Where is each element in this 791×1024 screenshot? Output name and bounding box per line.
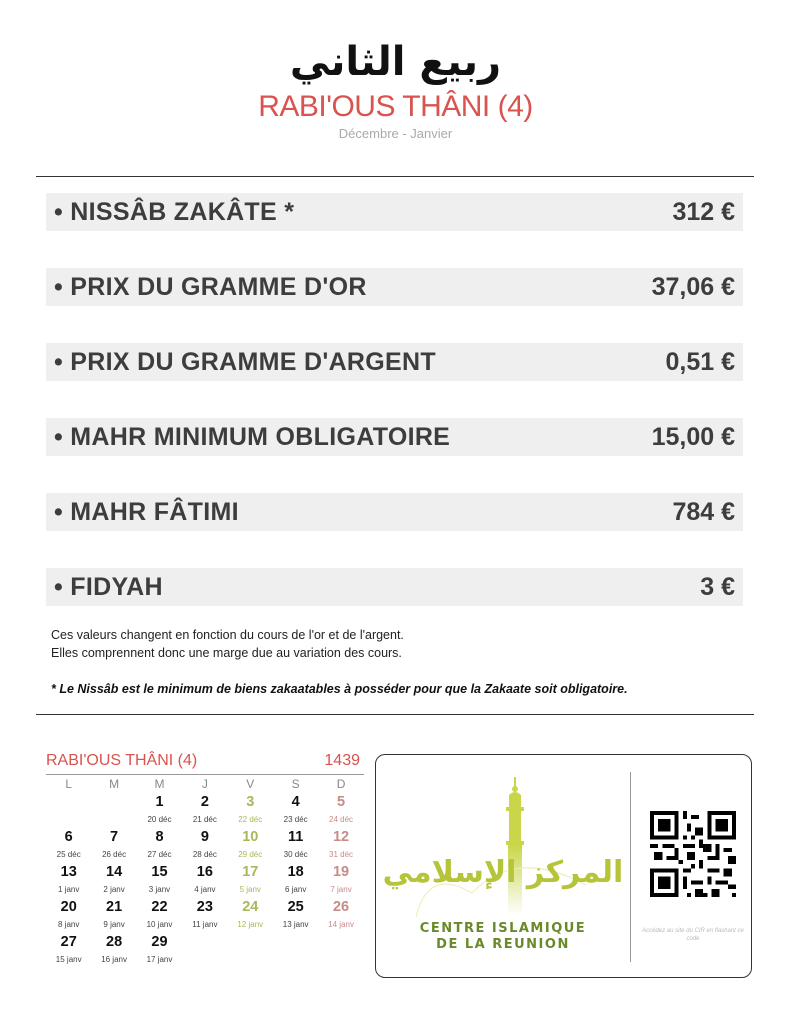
calendar-day — [318, 898, 363, 933]
value-row — [46, 568, 743, 606]
calendar-day — [137, 863, 182, 898]
weekday-header: M — [154, 777, 165, 791]
value-row — [46, 493, 743, 531]
hijri-day-number: 11 — [287, 829, 304, 845]
gregorian-date: 17 janv — [146, 955, 173, 964]
gregorian-date: 1 janv — [58, 885, 80, 894]
calendar-empty-cell — [273, 933, 318, 968]
value-row-amount: 784 € — [672, 497, 735, 526]
calendar-day — [182, 863, 227, 898]
page-header — [0, 38, 791, 141]
logo-line-2: DE LA REUNION — [436, 937, 570, 952]
calendar-day — [228, 863, 273, 898]
gregorian-date: 16 janv — [101, 955, 127, 964]
value-row-label: • FIDYAH — [54, 572, 163, 601]
calendar-empty-cell — [318, 933, 363, 968]
nissab-footnote: * Le Nissâb est le minimum de biens zakaatables à posséder pour que la Zakaate soit obligatoire. — [51, 682, 628, 696]
calendar-day — [318, 828, 363, 863]
hijri-day-number: 6 — [64, 829, 73, 845]
value-row-label: • MAHR FÂTIMI — [54, 497, 239, 526]
calendar-day — [228, 898, 273, 933]
gregorian-date: 8 janv — [58, 920, 80, 929]
values-list — [46, 193, 743, 643]
centre-card — [375, 754, 752, 978]
calendar-month: RABI'OUS THÂNI (4) — [46, 752, 198, 769]
calendar-empty-cell — [46, 793, 91, 828]
weekday-header: J — [201, 777, 208, 791]
gregorian-date: 13 janv — [282, 920, 309, 929]
calendar-day — [46, 898, 91, 933]
hijri-day-number: 9 — [200, 829, 209, 845]
hijri-day-number: 3 — [246, 794, 255, 810]
value-row-label: • PRIX DU GRAMME D'ARGENT — [54, 347, 436, 376]
calendar-day — [318, 793, 363, 828]
calendar-day — [318, 863, 363, 898]
gregorian-date: 20 déc — [147, 815, 172, 824]
hijri-day-number: 2 — [200, 794, 209, 810]
gregorian-date: 15 janv — [55, 955, 82, 964]
calendar-day — [46, 933, 91, 968]
arabic-month-title: ربيع الثاني — [289, 39, 502, 85]
value-row-amount: 312 € — [672, 197, 735, 226]
qr-caption: Accédez au site du CIR en flashant ce code — [642, 928, 744, 942]
logo-line-1: CENTRE ISLAMIQUE — [419, 921, 587, 936]
gregorian-date: 24 déc — [329, 815, 354, 824]
qr-code-icon[interactable] — [650, 811, 736, 897]
weekday-header: V — [246, 777, 255, 791]
hijri-day-number: 22 — [151, 899, 168, 915]
calendar-day — [137, 828, 182, 863]
calendar-day — [182, 828, 227, 863]
hijri-day-number: 19 — [332, 864, 350, 880]
value-row — [46, 343, 743, 381]
calendar-day — [137, 793, 182, 828]
gregorian-date: 29 déc — [238, 850, 263, 859]
gregorian-date: 5 janv — [239, 885, 261, 894]
gregorian-date: 3 janv — [148, 885, 171, 894]
gregorian-date: 12 janv — [237, 920, 264, 929]
hijri-day-number: 17 — [242, 864, 259, 880]
card-divider — [630, 772, 631, 962]
gregorian-date: 28 déc — [192, 850, 217, 859]
weekday-header: L — [65, 777, 73, 791]
calendar-day — [46, 863, 91, 898]
hijri-day-number: 10 — [242, 829, 259, 845]
hijri-day-number: 14 — [106, 864, 123, 880]
gregorian-date: 21 déc — [192, 815, 217, 824]
value-row-amount: 3 € — [700, 572, 735, 601]
gregorian-date: 14 janv — [328, 920, 354, 929]
value-row — [46, 418, 743, 456]
value-row-amount: 0,51 € — [665, 347, 735, 376]
calendar-day — [91, 933, 136, 968]
top-divider — [36, 176, 754, 177]
value-row-amount: 37,06 € — [651, 272, 735, 301]
calendar-day — [46, 828, 91, 863]
gregorian-date: 31 déc — [329, 850, 354, 859]
calendar-empty-cell — [228, 933, 273, 968]
value-row — [46, 193, 743, 231]
calendar-day — [182, 793, 227, 828]
hijri-day-number: 5 — [337, 794, 346, 810]
calendar-day — [273, 828, 318, 863]
hijri-day-number: 26 — [332, 899, 350, 915]
calendar-day — [182, 898, 227, 933]
weekday-header: D — [336, 777, 346, 791]
value-row-label: • MAHR MINIMUM OBLIGATOIRE — [54, 422, 451, 451]
calendar-day — [91, 898, 136, 933]
month-subtitle: Décembre - Janvier — [338, 126, 453, 141]
calendar-grid — [46, 775, 364, 968]
gregorian-date: 11 janv — [192, 920, 218, 929]
gregorian-date: 30 déc — [283, 850, 308, 859]
calendar-day — [91, 863, 136, 898]
gregorian-date: 27 déc — [147, 850, 172, 859]
notes — [51, 626, 404, 662]
calendar — [46, 752, 364, 968]
gregorian-date: 9 janv — [103, 920, 125, 929]
calendar-day — [91, 828, 136, 863]
logo-arabic-text: المركز الإسلامي — [382, 855, 624, 890]
calendar-day — [228, 793, 273, 828]
value-row-label: • NISSÂB ZAKÂTE * — [54, 197, 295, 226]
hijri-day-number: 28 — [106, 934, 123, 950]
bottom-divider — [36, 714, 754, 715]
calendar-day — [273, 898, 318, 933]
calendar-day — [273, 793, 318, 828]
gregorian-date: 2 janv — [103, 885, 125, 894]
gregorian-date: 6 janv — [284, 885, 307, 894]
hijri-day-number: 8 — [155, 829, 164, 845]
weekday-header: M — [109, 777, 120, 791]
gregorian-date: 25 déc — [56, 850, 81, 859]
gregorian-date: 4 janv — [194, 885, 216, 894]
hijri-day-number: 15 — [151, 864, 168, 880]
centre-logo — [376, 755, 630, 979]
month-title: RABI'OUS THÂNI (4) — [258, 90, 533, 123]
hijri-day-number: 1 — [155, 794, 164, 810]
gregorian-date: 7 janv — [330, 885, 352, 894]
hijri-day-number: 27 — [60, 934, 77, 950]
note-line-1: Ces valeurs changent en fonction du cours de l'or et de l'argent. — [51, 628, 404, 642]
hijri-day-number: 20 — [60, 899, 77, 915]
weekday-header: S — [291, 777, 300, 791]
calendar-day — [137, 933, 182, 968]
value-row-amount: 15,00 € — [651, 422, 735, 451]
calendar-day — [273, 863, 318, 898]
hijri-day-number: 25 — [287, 899, 304, 915]
calendar-day — [137, 898, 182, 933]
hijri-day-number: 13 — [60, 864, 77, 880]
gregorian-date: 22 déc — [238, 815, 263, 824]
calendar-year: 1439 — [324, 752, 360, 769]
hijri-day-number: 7 — [110, 829, 119, 845]
value-row — [46, 268, 743, 306]
calendar-empty-cell — [182, 933, 227, 968]
calendar-empty-cell — [91, 793, 136, 828]
hijri-day-number: 21 — [106, 899, 123, 915]
hijri-day-number: 12 — [332, 829, 350, 845]
gregorian-date: 23 déc — [283, 815, 308, 824]
gregorian-date: 26 déc — [102, 850, 127, 859]
hijri-day-number: 16 — [196, 864, 213, 880]
value-row-label: • PRIX DU GRAMME D'OR — [54, 272, 367, 301]
hijri-day-number: 29 — [151, 934, 168, 950]
note-line-2: Elles comprennent donc une marge due au variation des cours. — [51, 646, 402, 660]
calendar-day — [228, 828, 273, 863]
gregorian-date: 10 janv — [146, 920, 173, 929]
hijri-day-number: 24 — [242, 899, 259, 915]
hijri-day-number: 4 — [291, 794, 300, 810]
hijri-day-number: 23 — [196, 899, 213, 915]
hijri-day-number: 18 — [287, 864, 304, 880]
